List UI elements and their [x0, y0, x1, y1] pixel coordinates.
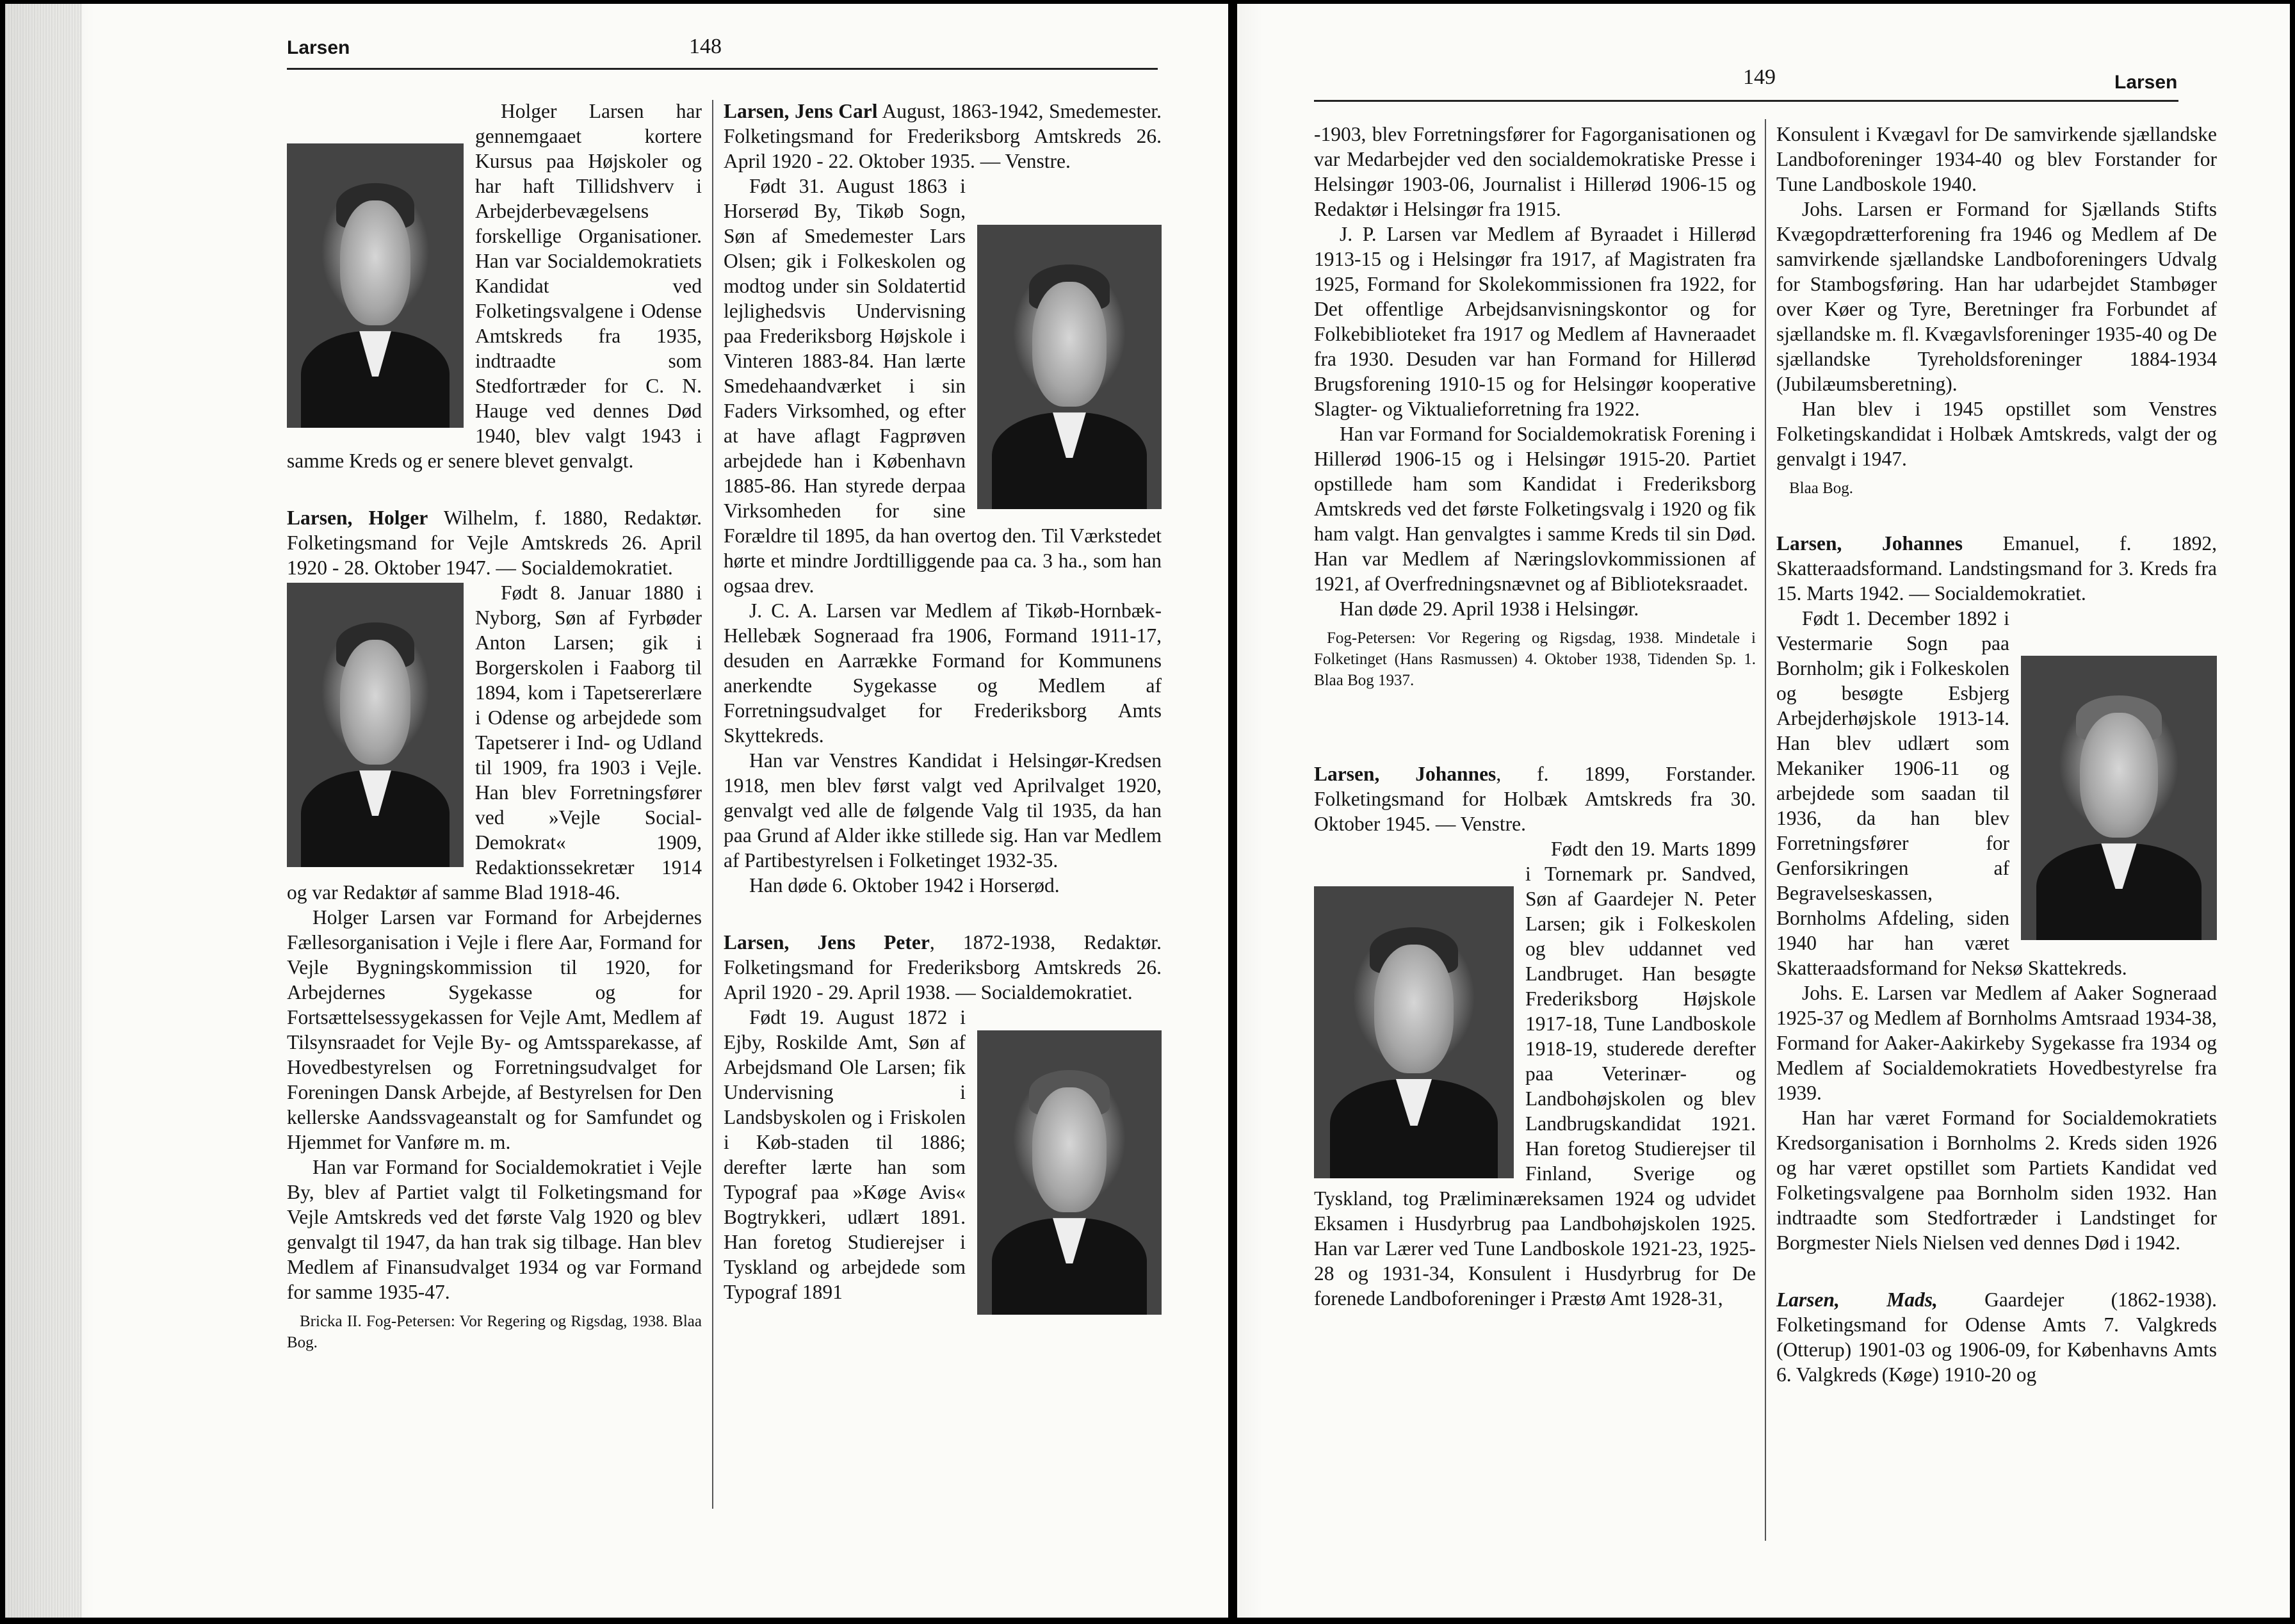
entry-heading-text: , f. 1899, Forstander. Folketingsmand for Holbæk Amtskreds fra 30. Oktober 1945. — Venstre. [1314, 763, 1756, 835]
entry-text: Født 19. August 1872 i Ejby, Roskilde Amt, Søn af Arbejdsmand Ole Larsen; fik Undervisning i Landsbyskolen og i Friskolen i Køb-staden til 1886; derefter lærte han som Typograf paa »Køge Avis« Bogtrykkeri, udlært 1891. Han foretog Studierejser i Tyskland og arbejdede som Typograf 1891 [724, 1006, 966, 1303]
source-reference: Fog-Petersen: Vor Regering og Rigsdag, 1938. Mindetale i Folketinget (Hans Rasmussen) 4. Oktober 1938, Tidenden Sp. 1. Blaa Bog 1937. [1314, 629, 1756, 689]
entry-heading [1776, 531, 2217, 606]
source-reference: Bricka II. Fog-Petersen: Vor Regering og Rigsdag, 1938. Blaa Bog. [287, 1313, 702, 1351]
entry-text: Født den 19. Marts 1899 i Tornemark pr. Sandved, Søn af Gaardejer N. Peter Larsen; gik i Folkeskolen og blev uddannet ved Landbruget. Han besøgte Frederiksborg Højskole 1917-18, Tune Landboskole 1918-19, studerede derefter paa Veterinær- og Landbohøjskolen og blev Landbrugskandidat 1921. Han foretog Studierejser til Finland, Sverige og Tyskland, tog Præliminæreksamen 1924 og udvidet Eksamen i Husdyrbrug paa Landbohøjskolen 1925. Han var Lærer ved Tune Landboskole 1921-23, 1925-28 og 1931-34, Konsulent i Husdyrbrug for De forenede Landboforeninger i Præstø Amt 1928-31, [1314, 838, 1756, 1310]
entry-text: Han var Formand for Socialdemokratisk Forening i Hillerød 1906-15 og i Helsingør 1915-20. Partiet opstillede ham som Kandidat i Frederiksborg Amtskreds ved det første Folketingsvalg i 1920 og fik ham valgt. Han genvalgtes i samme Kreds til sin Død. Han var Medlem af Næringslovkommissionen af 1921, af Overfredningsnævnet og af Biblioteksraadet. [1314, 423, 1756, 595]
header-rule [287, 68, 1158, 70]
entry-text: Han var Formand for Socialdemokratiet i Vejle By, blev af Partiet valgt til Folketingsmand for Vejle Amtskreds ved det første Valg 1920 og blev genvalgt til 1947, da han trak sig tilbage. Han blev Medlem af Finansudvalget 1934 og var Formand for samme 1935-47. [287, 1156, 702, 1303]
entry-text: Johs. Larsen er Formand for Sjællands Stifts Kvægopdrætterforening fra 1946 og Medlem af De samvirkende sjællandske Landboforeningers Udvalg for Stambogsføring. Han har udarbejdet Stambøger over Køer og Tyre, Beretninger fra Forbundet af sjællandske m. fl. Kvægavlsforeninger 1935-40 og De sjællandske Tyreholdsforeninger 1884-1934 (Jubilæumsberetning). [1776, 198, 2217, 395]
entry-text: J. C. A. Larsen var Medlem af Tikøb-Hornbæk-Hellebæk Sogneraad fra 1906, Formand 1911-17, desuden en Aarrække Formand for Kommunens anerkendte Sygekasse og Medlem af Forretningsudvalget for Frederiksborg Amts Skyttekreds. [724, 599, 1162, 747]
entry-text: Konsulent i Kvægavl for De samvirkende sjællandske Landboforeninger 1934-40 og blev Forstander for Tune Landboskole 1940. [1776, 123, 2217, 195]
entry-heading-text: August, 1863-1942, Smedemester. Folketingsmand for Frederiksborg Amtskreds 26. April 1920 - 22. Oktober 1935. — Venstre. [724, 100, 1162, 172]
page-number: 149 [1743, 65, 1776, 89]
entry-text: Holger Larsen har gennemgaaet kortere Kursus paa Højskoler og har haft Tillidshverv i Arbejderbevægelsens forskellige Organisationer. Han var Socialdemokratiets Kandidat ved Folketingsvalgene i Odense Amtskreds fra 1935, indtraadte som Stedfortræder for C. N. Hauge ved dennes Død 1940, blev valgt 1943 i samme Kreds og er senere blevet genvalgt. [287, 100, 702, 472]
entry-heading [1314, 761, 1756, 836]
running-header: Larsen [287, 37, 350, 58]
source-reference: Blaa Bog. [1789, 480, 1853, 497]
entry-heading [724, 99, 1162, 174]
portrait-photo-holger-wilhelm-larsen [287, 583, 464, 867]
portrait-photo-jens-carl-larsen [977, 225, 1162, 509]
entry-text: Han var Venstres Kandidat i Helsingør-Kredsen 1918, men blev først valgt ved Aprilvalget 1920, genvalgt ved alle de følgende Valg til 1935, da han paa Grund af Alder ikke stillede sig. Han var Medlem af Partibestyrelsen i Folketinget 1932-35. [724, 749, 1162, 872]
right-column-2 [1776, 122, 2217, 1387]
page-number: 148 [689, 35, 722, 58]
entry-heading [1776, 1287, 2217, 1387]
left-column-1 [287, 99, 702, 1353]
left-page [5, 4, 1228, 1618]
entry-text: Født 8. Januar 1880 i Nyborg, Søn af Fyrbøder Anton Larsen; gik i Borgerskolen i Faaborg til 1894, kom i Tapetsererlære i Odense og arbejdede som Tapetserer i Ind- og Udland til 1909, fra 1903 i Vejle. Han blev Forretningsfører ved »Vejle Social-Demokrat« 1909, Redaktionssekretær 1914 og var Redaktør af samme Blad 1918-46. [287, 581, 702, 904]
portrait-photo-johannes-emanuel-larsen [2021, 656, 2217, 940]
entry-text: Født 31. August 1863 i Horserød By, Tikøb Sogn, Søn af Smedemester Lars Olsen; gik i Folkeskolen og modtog under sin Soldatertid lejlighedsvis Undervisning paa Frederiksborg Højskole i Vinteren 1883-84. Han lærte Smedehaandværket i sin Faders Virksomhed, og efter at have aflagt Fagprøven arbejdede han i København 1885-86. Han styrede derpaa Virksomheden for sine Forældre til 1895, da han overtog den. Til Værkstedet hørte et mindre Jordtilliggende paa ca. 3 ha., som han ogsaa drev. [724, 175, 1162, 597]
portrait-photo-holger-larsen-1 [287, 143, 464, 428]
column-divider [1765, 119, 1766, 1541]
header-rule [1314, 100, 2178, 102]
entry-name: Larsen, Holger [287, 507, 428, 529]
entry-heading-text: Wilhelm, f. 1880, Redaktør. Folketingsmand for Vejle Amtskreds 26. April 1920 - 28. Oktober 1947. — Socialdemokratiet. [287, 507, 702, 579]
entry-text: Han har været Formand for Socialdemokratiets Kredsorganisation i Bornholms 2. Kreds siden 1926 og har været opstillet som Partiets Kandidat ved Folketingsvalgene paa Bornholm siden 1932. Han indtraadte som Stedfortræder i Landstinget for Borgmester Niels Nielsen ved dennes Død i 1942. [1776, 1107, 2217, 1254]
entry-name: Larsen, Jens Carl [724, 100, 878, 122]
entry-name: Larsen, Mads, [1776, 1288, 1938, 1311]
entry-name: Larsen, Jens Peter [724, 931, 930, 954]
entry-heading-text: Gaardejer (1862-1938). Folketingsmand for Odense Amts 7. Valgkreds (Otterup) 1901-03 og 1906-09, for Københavns Amts 6. Valgkreds (Køge) 1910-20 og [1776, 1288, 2218, 1386]
entry-text: Holger Larsen var Formand for Arbejdernes Fællesorganisation i Vejle i flere Aar, Formand for Vejle Bygningskommission til 1920, for Arbejdernes Sygekasse og for Fortsættelsessygekassen for Vejle Amt, Medlem af Tilsynsraadet for Vejle By- og Amtssparekasse, af Hovedbestyrelsen og Forretningsudvalget for Foreningen Dansk Arbejde, af Bestyrelsen for Den kellerske Aandssvageanstalt og for Samfundet og Hjemmet for Vanføre m. m. [287, 906, 702, 1153]
column-divider [712, 100, 713, 1509]
entry-heading [724, 930, 1162, 1005]
left-column-2 [724, 99, 1162, 1320]
entry-name: Larsen, Johannes [1314, 763, 1496, 785]
entry-text: Johs. E. Larsen var Medlem af Aaker Sogneraad 1925-37 og Medlem af Bornholms Amtsraad 1934-38, Formand for Aaker-Aakirkeby Sygekasse fra 1934 og Medlem af Socialdemokratiets Hovedbestyrelse fra 1939. [1776, 982, 2217, 1104]
portrait-photo-johannes-larsen [1314, 886, 1514, 1178]
entry-heading-text: , 1872-1938, Redaktør. Folketingsmand for Frederiksborg Amtskreds 26. April 1920 - 29. April 1938. — Socialdemokratiet. [724, 931, 1162, 1003]
right-column-1 [1314, 122, 1756, 1311]
running-header: Larsen [2114, 72, 2178, 93]
portrait-photo-jens-peter-larsen [977, 1030, 1162, 1315]
entry-text: Han døde 29. April 1938 i Helsingør. [1340, 597, 1639, 620]
entry-text: -1903, blev Forretningsfører for Fagorganisationen og var Medarbejder ved den socialdemokratiske Presse i Helsingør 1903-06, Journalist i Hillerød 1906-15 og Redaktør i Helsingør fra 1915. [1314, 123, 1756, 220]
entry-heading-text: Emanuel, f. 1892, Skatteraadsformand. Landstingsmand for 3. Kreds fra 15. Marts 1942. — Socialdemokratiet. [1776, 532, 2217, 605]
page-edge-shadow [5, 4, 82, 1618]
entry-text: Født 1. December 1892 i Vestermarie Sogn paa Bornholm; gik i Folkeskolen og besøgte Esbjerg Arbejderhøjskole 1913-14. Han blev udlært som Mekaniker 1906-11 og arbejdede som saadan til 1936, da han blev Forretningsfører for Genforsikringen af Begravelseskassen, Bornholms Afdeling, siden 1940 har han været Skatteraadsformand for Neksø Skattekreds. [1776, 607, 2127, 979]
right-page [1237, 4, 2290, 1618]
entry-heading [287, 505, 702, 580]
entry-name: Larsen, Johannes [1776, 532, 1963, 555]
entry-text: J. P. Larsen var Medlem af Byraadet i Hillerød 1913-15 og i Helsingør fra 1917, af Magistraten fra 1925, Formand for Skolekommissionen fra 1922, for Det offentlige Arbejdsanvisningskontor og for Folkebiblioteket fra 1917 og Medlem af Havneraadet fra 1930. Desuden var han Formand for Hillerød Brugsforening 1910-15 og for Helsingør kooperative Slagter- og Viktualieforretning fra 1922. [1314, 223, 1756, 420]
entry-text: Han blev i 1945 opstillet som Venstres Folketingskandidat i Holbæk Amtskreds, valgt der og genvalgt i 1947. [1776, 398, 2217, 470]
entry-text: Han døde 6. Oktober 1942 i Horserød. [749, 874, 1060, 897]
